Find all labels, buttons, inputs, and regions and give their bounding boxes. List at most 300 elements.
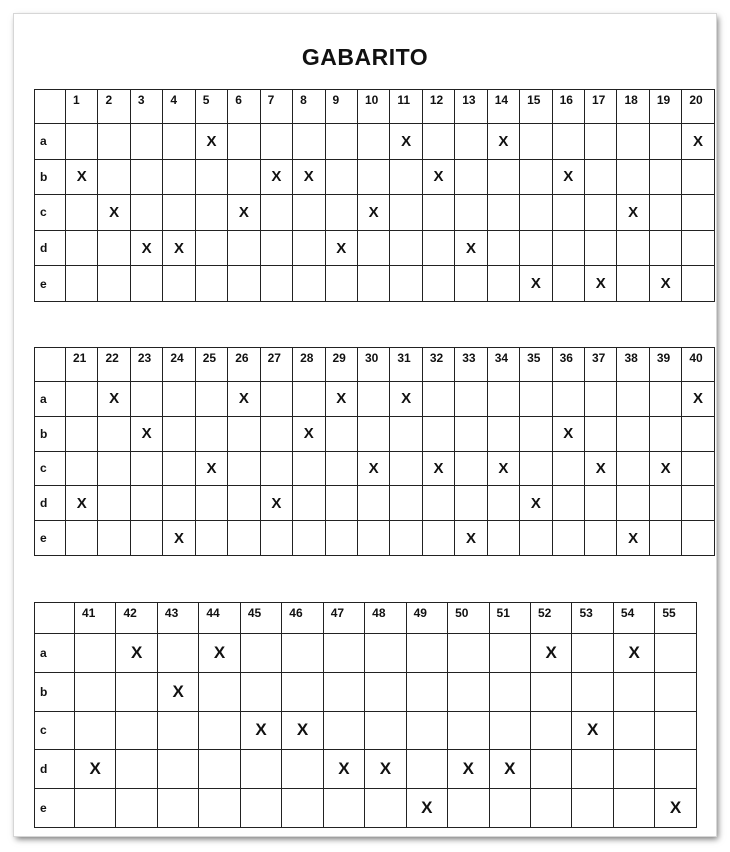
answer-cell <box>520 382 552 417</box>
answer-cell <box>487 195 519 231</box>
corner-cell <box>35 348 66 382</box>
answer-cell <box>406 750 447 789</box>
answer-cell <box>98 521 130 556</box>
option-label: d <box>35 486 66 521</box>
option-row-d <box>35 750 697 789</box>
option-row-b <box>35 672 697 711</box>
question-number: 51 <box>489 603 530 634</box>
answer-mark: X <box>325 382 357 417</box>
answer-cell <box>293 195 325 231</box>
option-label: c <box>35 451 66 486</box>
answer-cell <box>487 416 519 451</box>
answer-mark: X <box>552 416 584 451</box>
question-number: 7 <box>260 90 292 124</box>
answer-cell <box>163 416 195 451</box>
answer-cell <box>293 230 325 266</box>
answer-cell <box>228 230 260 266</box>
answer-cell <box>585 416 617 451</box>
answer-cell <box>195 159 227 195</box>
corner-cell <box>35 90 66 124</box>
question-number: 54 <box>613 603 654 634</box>
option-label: e <box>35 521 66 556</box>
answer-cell <box>390 159 422 195</box>
answer-cell <box>448 672 489 711</box>
answer-cell <box>613 789 654 828</box>
answer-cell <box>552 124 584 160</box>
question-number: 11 <box>390 90 422 124</box>
answer-cell <box>75 789 116 828</box>
answer-mark: X <box>163 521 195 556</box>
option-label: d <box>35 750 75 789</box>
answer-cell <box>572 634 613 673</box>
answer-cell <box>649 159 681 195</box>
answer-cell <box>293 266 325 302</box>
answer-cell <box>325 195 357 231</box>
question-number: 42 <box>116 603 157 634</box>
answer-cell <box>585 124 617 160</box>
answer-cell <box>572 672 613 711</box>
question-number: 23 <box>130 348 162 382</box>
answer-mark: X <box>199 634 240 673</box>
question-number: 44 <box>199 603 240 634</box>
answer-cell <box>617 486 649 521</box>
option-label: e <box>35 789 75 828</box>
question-number: 34 <box>487 348 519 382</box>
answer-cell <box>455 159 487 195</box>
answer-cell <box>365 672 406 711</box>
answer-cell <box>649 521 681 556</box>
answer-cell <box>572 789 613 828</box>
answer-cell <box>682 266 714 302</box>
answer-cell <box>489 634 530 673</box>
answer-mark: X <box>293 416 325 451</box>
option-label: c <box>35 711 75 750</box>
answer-cell <box>585 159 617 195</box>
answer-cell <box>520 195 552 231</box>
answer-cell <box>613 750 654 789</box>
option-label: a <box>35 634 75 673</box>
answer-cell <box>613 672 654 711</box>
answer-mark: X <box>655 789 696 828</box>
answer-cell <box>617 266 649 302</box>
answer-cell <box>130 266 162 302</box>
answer-cell <box>66 124 98 160</box>
answer-cell <box>75 634 116 673</box>
answer-cell <box>157 750 198 789</box>
answer-cell <box>66 416 98 451</box>
answer-cell <box>617 382 649 417</box>
answer-cell <box>282 634 323 673</box>
answer-cell <box>649 230 681 266</box>
question-number: 37 <box>585 348 617 382</box>
answer-cell <box>357 230 389 266</box>
answer-cell <box>520 521 552 556</box>
answer-mark: X <box>75 750 116 789</box>
answer-mark: X <box>682 124 714 160</box>
answer-cell <box>260 416 292 451</box>
answer-cell <box>357 416 389 451</box>
answer-cell <box>365 711 406 750</box>
answer-cell <box>163 159 195 195</box>
answer-cell <box>649 124 681 160</box>
option-row-a <box>35 124 715 160</box>
option-row-d <box>35 486 715 521</box>
answer-grid-1 <box>34 89 715 302</box>
answer-cell <box>530 711 571 750</box>
answer-cell <box>365 634 406 673</box>
answer-cell <box>520 124 552 160</box>
answer-cell <box>260 451 292 486</box>
answer-cell <box>390 416 422 451</box>
answer-cell <box>422 230 454 266</box>
answer-mark: X <box>649 266 681 302</box>
question-number: 6 <box>228 90 260 124</box>
question-number: 20 <box>682 90 714 124</box>
answer-cell <box>552 195 584 231</box>
answer-mark: X <box>520 486 552 521</box>
answer-mark: X <box>365 750 406 789</box>
option-row-d <box>35 230 715 266</box>
answer-cell <box>163 486 195 521</box>
answer-mark: X <box>116 634 157 673</box>
question-number: 12 <box>422 90 454 124</box>
option-row-b <box>35 159 715 195</box>
answer-cell <box>163 266 195 302</box>
answer-mark: X <box>487 451 519 486</box>
answer-cell <box>357 382 389 417</box>
question-number: 9 <box>325 90 357 124</box>
question-number: 16 <box>552 90 584 124</box>
answer-cell <box>585 230 617 266</box>
answer-cell <box>455 124 487 160</box>
answer-mark: X <box>617 195 649 231</box>
answer-cell <box>655 711 696 750</box>
answer-cell <box>157 634 198 673</box>
answer-cell <box>530 672 571 711</box>
answer-cell <box>195 195 227 231</box>
answer-cell <box>66 451 98 486</box>
answer-mark: X <box>325 230 357 266</box>
answer-mark: X <box>585 451 617 486</box>
option-row-b <box>35 416 715 451</box>
answer-cell <box>487 521 519 556</box>
answer-cell <box>552 521 584 556</box>
answer-mark: X <box>487 124 519 160</box>
answer-cell <box>228 266 260 302</box>
answer-cell <box>195 416 227 451</box>
answer-cell <box>130 159 162 195</box>
question-number: 48 <box>365 603 406 634</box>
answer-cell <box>520 451 552 486</box>
answer-cell <box>552 486 584 521</box>
answer-cell <box>390 486 422 521</box>
answer-cell <box>260 266 292 302</box>
answer-cell <box>75 672 116 711</box>
answer-cell <box>572 750 613 789</box>
answer-cell <box>617 416 649 451</box>
answer-mark: X <box>613 634 654 673</box>
answer-cell <box>455 416 487 451</box>
answer-cell <box>585 382 617 417</box>
answer-cell <box>365 789 406 828</box>
answer-cell <box>585 521 617 556</box>
answer-cell <box>240 672 281 711</box>
answer-cell <box>552 230 584 266</box>
answer-cell <box>293 486 325 521</box>
answer-cell <box>487 382 519 417</box>
answer-cell <box>455 266 487 302</box>
answer-mark: X <box>530 634 571 673</box>
answer-cell <box>487 159 519 195</box>
answer-cell <box>98 230 130 266</box>
question-number: 50 <box>448 603 489 634</box>
answer-cell <box>455 486 487 521</box>
answer-cell <box>655 672 696 711</box>
answer-cell <box>325 486 357 521</box>
answer-cell <box>323 789 364 828</box>
answer-cell <box>448 789 489 828</box>
option-label: a <box>35 124 66 160</box>
answer-cell <box>293 451 325 486</box>
answer-cell <box>195 521 227 556</box>
answer-cell <box>199 789 240 828</box>
answer-cell <box>422 486 454 521</box>
answer-cell <box>130 451 162 486</box>
answer-mark: X <box>130 416 162 451</box>
answer-cell <box>655 634 696 673</box>
answer-cell <box>240 750 281 789</box>
answer-mark: X <box>260 159 292 195</box>
answer-cell <box>260 230 292 266</box>
answer-cell <box>240 634 281 673</box>
answer-cell <box>98 486 130 521</box>
question-number: 41 <box>75 603 116 634</box>
corner-cell <box>35 603 75 634</box>
question-number: 26 <box>228 348 260 382</box>
answer-cell <box>390 230 422 266</box>
question-number: 14 <box>487 90 519 124</box>
answer-mark: X <box>572 711 613 750</box>
answer-cell <box>228 124 260 160</box>
answer-cell <box>98 416 130 451</box>
answer-cell <box>75 711 116 750</box>
question-number: 10 <box>357 90 389 124</box>
answer-cell <box>357 124 389 160</box>
answer-cell <box>489 672 530 711</box>
answer-cell <box>282 789 323 828</box>
answer-cell <box>357 266 389 302</box>
answer-cell <box>406 634 447 673</box>
answer-mark: X <box>98 195 130 231</box>
option-label: b <box>35 159 66 195</box>
answer-grid-2 <box>34 347 715 556</box>
answer-cell <box>390 451 422 486</box>
answer-cell <box>487 266 519 302</box>
answer-cell <box>98 124 130 160</box>
question-number: 3 <box>130 90 162 124</box>
answer-cell <box>228 486 260 521</box>
question-number: 30 <box>357 348 389 382</box>
page-title: GABARITO <box>301 44 429 70</box>
answer-mark: X <box>422 451 454 486</box>
answer-cell <box>325 266 357 302</box>
answer-mark: X <box>98 382 130 417</box>
answer-cell <box>260 195 292 231</box>
answer-cell <box>228 416 260 451</box>
answer-cell <box>406 672 447 711</box>
option-row-e <box>35 266 715 302</box>
question-number: 39 <box>649 348 681 382</box>
answer-cell <box>390 521 422 556</box>
answer-cell <box>489 711 530 750</box>
answer-cell <box>260 382 292 417</box>
answer-cell <box>325 416 357 451</box>
answer-cell <box>293 382 325 417</box>
answer-cell <box>390 195 422 231</box>
answer-mark: X <box>455 230 487 266</box>
answer-mark: X <box>195 124 227 160</box>
answer-cell <box>323 672 364 711</box>
question-number: 18 <box>617 90 649 124</box>
answer-mark: X <box>455 521 487 556</box>
answer-cell <box>195 266 227 302</box>
answer-cell <box>617 124 649 160</box>
answer-cell <box>649 195 681 231</box>
answer-cell <box>682 230 714 266</box>
answer-cell <box>613 711 654 750</box>
answer-mark: X <box>489 750 530 789</box>
answer-cell <box>487 230 519 266</box>
answer-cell <box>325 451 357 486</box>
answer-cell <box>617 451 649 486</box>
answer-mark: X <box>323 750 364 789</box>
option-row-a <box>35 382 715 417</box>
answer-cell <box>682 451 714 486</box>
answer-cell <box>655 750 696 789</box>
question-number: 35 <box>520 348 552 382</box>
option-row-e <box>35 521 715 556</box>
answer-cell <box>66 266 98 302</box>
answer-cell <box>98 451 130 486</box>
answer-mark: X <box>293 159 325 195</box>
answer-cell <box>163 382 195 417</box>
option-label: b <box>35 416 66 451</box>
answer-mark: X <box>228 195 260 231</box>
answer-cell <box>489 789 530 828</box>
answer-cell <box>130 382 162 417</box>
question-number: 28 <box>293 348 325 382</box>
answer-cell <box>130 521 162 556</box>
answer-mark: X <box>390 382 422 417</box>
question-number: 45 <box>240 603 281 634</box>
answer-cell <box>520 416 552 451</box>
answer-cell <box>455 382 487 417</box>
answer-cell <box>293 521 325 556</box>
answer-cell <box>199 750 240 789</box>
answer-cell <box>682 521 714 556</box>
answer-cell <box>448 711 489 750</box>
answer-cell <box>520 230 552 266</box>
question-number: 29 <box>325 348 357 382</box>
question-number: 2 <box>98 90 130 124</box>
answer-mark: X <box>406 789 447 828</box>
answer-cell <box>455 451 487 486</box>
answer-cell <box>325 124 357 160</box>
answer-cell <box>260 521 292 556</box>
answer-cell <box>357 159 389 195</box>
answer-cell <box>422 266 454 302</box>
answer-cell <box>116 672 157 711</box>
answer-mark: X <box>357 195 389 231</box>
answer-mark: X <box>66 159 98 195</box>
answer-cell <box>130 486 162 521</box>
answer-cell <box>195 382 227 417</box>
answer-cell <box>357 521 389 556</box>
answer-cell <box>163 195 195 231</box>
answer-cell <box>487 486 519 521</box>
answer-key-page <box>14 14 716 836</box>
option-row-c <box>35 195 715 231</box>
option-label: c <box>35 195 66 231</box>
answer-cell <box>199 711 240 750</box>
answer-cell <box>422 521 454 556</box>
option-row-e <box>35 789 697 828</box>
question-number: 22 <box>98 348 130 382</box>
answer-cell <box>455 195 487 231</box>
option-label: a <box>35 382 66 417</box>
answer-cell <box>228 451 260 486</box>
answer-cell <box>228 521 260 556</box>
answer-cell <box>649 382 681 417</box>
question-number: 46 <box>282 603 323 634</box>
answer-cell <box>520 159 552 195</box>
answer-cell <box>130 195 162 231</box>
question-number: 4 <box>163 90 195 124</box>
question-number: 47 <box>323 603 364 634</box>
answer-cell <box>682 416 714 451</box>
answer-grid-3 <box>34 602 697 828</box>
answer-cell <box>422 124 454 160</box>
answer-cell <box>682 486 714 521</box>
answer-cell <box>357 486 389 521</box>
option-row-c <box>35 451 715 486</box>
question-number: 21 <box>66 348 98 382</box>
answer-cell <box>552 382 584 417</box>
answer-cell <box>163 451 195 486</box>
answer-cell <box>323 711 364 750</box>
answer-mark: X <box>157 672 198 711</box>
answer-cell <box>552 266 584 302</box>
answer-cell <box>325 521 357 556</box>
answer-cell <box>617 230 649 266</box>
answer-cell <box>130 124 162 160</box>
answer-cell <box>282 672 323 711</box>
answer-cell <box>422 382 454 417</box>
answer-cell <box>66 382 98 417</box>
answer-cell <box>282 750 323 789</box>
question-number: 5 <box>195 90 227 124</box>
answer-cell <box>530 789 571 828</box>
question-number: 19 <box>649 90 681 124</box>
answer-cell <box>293 124 325 160</box>
option-label: d <box>35 230 66 266</box>
answer-cell <box>157 711 198 750</box>
answer-cell <box>649 486 681 521</box>
answer-mark: X <box>585 266 617 302</box>
answer-cell <box>682 159 714 195</box>
answer-mark: X <box>649 451 681 486</box>
question-number: 53 <box>572 603 613 634</box>
